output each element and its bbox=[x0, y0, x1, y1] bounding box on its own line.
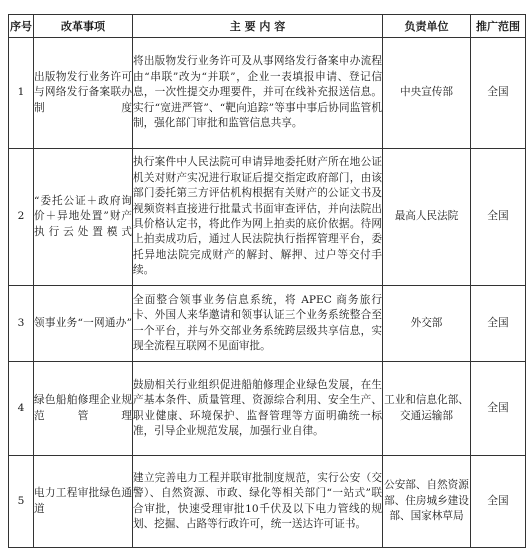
row-content: 全面整合领事业务信息系统，将 APEC 商务旅行卡、外国人来华邀请和领事认证三个业务系统整合至一个平台，并与外交部业务系统跨层级共享信息，实现全流程互联网不见面审批。 bbox=[133, 286, 383, 362]
row-item: 领事业务“一网通办” bbox=[34, 286, 133, 362]
row-item: 绿色船舶修理企业规范管理 bbox=[34, 362, 133, 456]
table-row bbox=[9, 286, 526, 362]
row-content: 建立完善电力工程并联审批制度规范，实行公安（交警）、自然资源、市政、绿化等相关部门“一站式”联合审批，快速受理审批10千伏及以下电力管线的规划、挖掘、占路等行政许可，统一送达许可证书。 bbox=[133, 456, 383, 548]
table-row bbox=[9, 38, 526, 149]
header-seq: 序号 bbox=[9, 15, 34, 38]
row-scope: 全国 bbox=[471, 362, 526, 456]
table-row bbox=[9, 456, 526, 548]
header-item: 改革事项 bbox=[34, 15, 133, 38]
row-content: 执行案件中人民法院可申请异地委托财产所在地公证机关对财产实况进行取证后提交指定政府部门，由该部门委托第三方评估机构根据有关财产的公证文书及视频资料直接进行批量式书面审查评估，并向法院出具价格认定书，将此作为网上拍卖的底价依据。待网上拍卖成功后，通过人民法院执行指挥管理平台，委托异地法院完成财产的解封、解押、过户等交付手续。 bbox=[133, 149, 383, 286]
table-header-row bbox=[9, 15, 526, 38]
row-unit: 公安部、自然资源部、住房城乡建设部、国家林草局 bbox=[383, 456, 471, 548]
row-scope: 全国 bbox=[471, 38, 526, 149]
table-row bbox=[9, 362, 526, 456]
row-content: 鼓励相关行业组织促进船舶修理企业绿色发展，在生产基本条件、质量管理、资源综合利用、安全生产、职业健康、环境保护、监督管理等方面明确统一标准，引导企业规范发展，加强行业自律。 bbox=[133, 362, 383, 456]
row-scope: 全国 bbox=[471, 149, 526, 286]
row-item: “委托公证＋政府询价＋异地处置”财产执行云处置模式 bbox=[34, 149, 133, 286]
reform-table bbox=[8, 14, 526, 548]
row-seq: 2 bbox=[9, 149, 34, 286]
row-seq: 3 bbox=[9, 286, 34, 362]
row-scope: 全国 bbox=[471, 286, 526, 362]
row-seq: 4 bbox=[9, 362, 34, 456]
row-unit: 最高人民法院 bbox=[383, 149, 471, 286]
header-content: 主 要 内 容 bbox=[133, 15, 383, 38]
row-scope: 全国 bbox=[471, 456, 526, 548]
row-unit: 工业和信息化部、交通运输部 bbox=[383, 362, 471, 456]
row-seq: 5 bbox=[9, 456, 34, 548]
row-item: 出版物发行业务许可与网络发行备案联办制度 bbox=[34, 38, 133, 149]
row-unit: 中央宣传部 bbox=[383, 38, 471, 149]
row-unit: 外交部 bbox=[383, 286, 471, 362]
row-seq: 1 bbox=[9, 38, 34, 149]
row-content: 将出版物发行业务许可及从事网络发行备案申办流程由“串联”改为“并联”，企业一表填报申请、登记信息，一次性提交办理要件，并可在线补充报送信息。实行“宽进严管”、“靶向追踪”等事中事后协同监管机制，强化部门审批和监管信息共享。 bbox=[133, 38, 383, 149]
header-scope: 推广范围 bbox=[471, 15, 526, 38]
header-unit: 负责单位 bbox=[383, 15, 471, 38]
row-item: 电力工程审批绿色通道 bbox=[34, 456, 133, 548]
table-row bbox=[9, 149, 526, 286]
